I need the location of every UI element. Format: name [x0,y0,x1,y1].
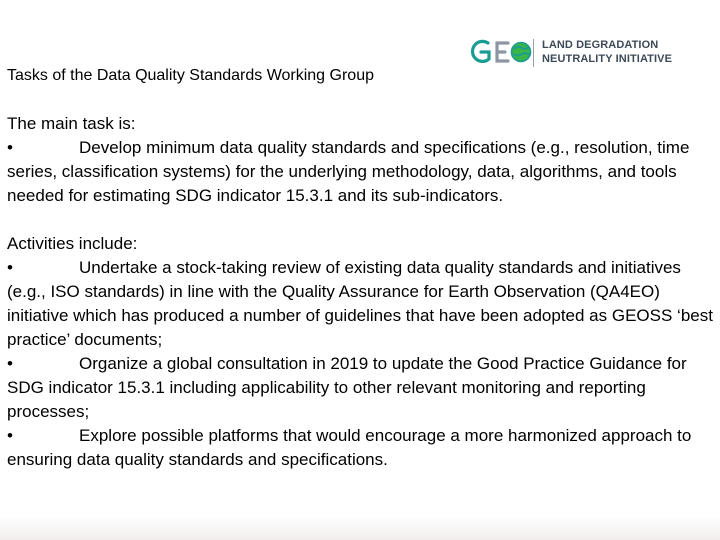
logo-divider [533,39,534,67]
geo-logo-icon [468,35,532,71]
slide-body [7,112,715,472]
activity-bullet-text: Undertake a stock-taking review of existing data quality standards and initiatives (e.g., ISO standards) in line with the Quality Assurance for Earth Observation (QA4EO) initiative which has produced a number of guidelines that have been adopted as GEOSS ‘best practice’ documents; [7,258,713,349]
logo-line-2: NEUTRALITY INITIATIVE [542,53,673,65]
activities-section [7,232,715,472]
bullet-marker: • [7,138,13,157]
activity-bullet [7,424,715,472]
activity-bullet-text: Explore possible platforms that would encourage a more harmonized approach to ensuring data quality standards and specifications. [7,426,692,469]
main-task-bullet [7,138,689,205]
main-task-bullet-text: Develop minimum data quality standards and specifications (e.g., resolution, time series, classification systems) for the underlying methodology, data, algorithms, and tools needed for estimating SDG indicator 15.3.1 and its sub-indicators. [7,138,690,205]
bullet-marker: • [7,354,13,373]
main-task-intro: The main task is: [7,114,136,133]
logo-line-1: LAND DEGRADATION [542,39,659,51]
main-task-section [7,112,715,208]
bullet-marker: • [7,258,13,277]
activity-bullet [7,256,715,352]
activity-bullet [7,352,715,424]
activity-bullet-text: Organize a global consultation in 2019 to update the Good Practice Guidance for SDG indicator 15.3.1 including applicability to other relevant monitoring and reporting processes; [7,354,687,421]
slide-title: Tasks of the Data Quality Standards Working Group [7,67,374,84]
logo-wordmark [542,38,672,66]
footer-band [0,516,720,540]
bullet-marker: • [7,426,13,445]
geo-ldn-logo [468,35,708,75]
activities-intro: Activities include: [7,234,138,253]
